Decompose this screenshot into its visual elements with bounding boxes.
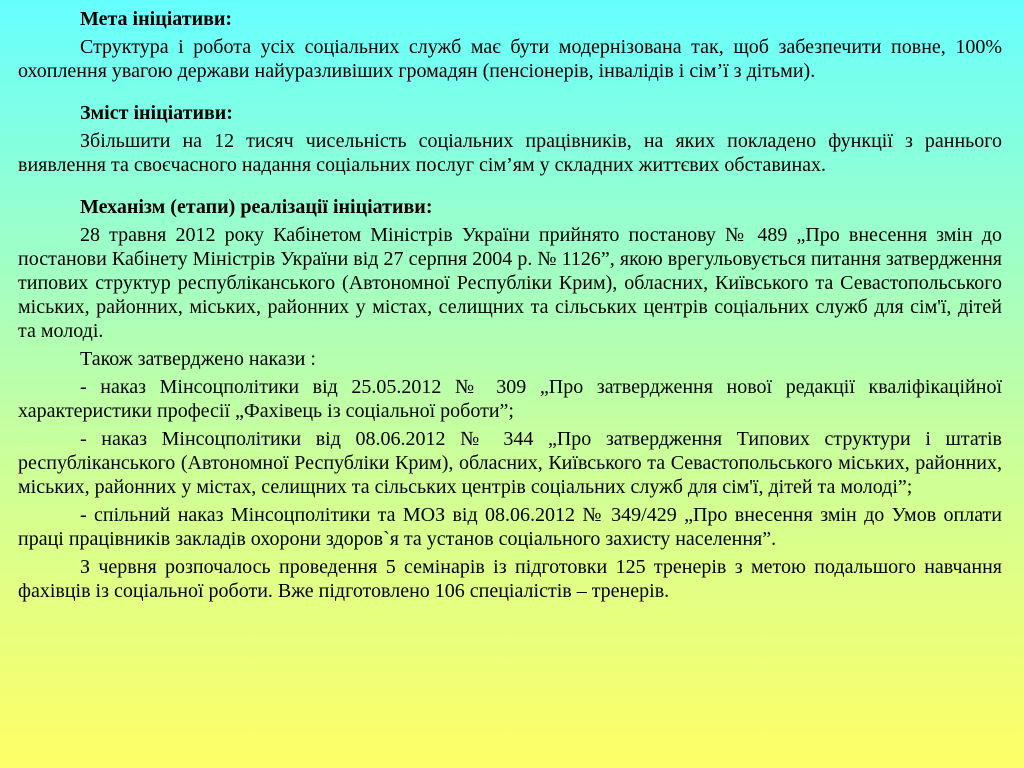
section-heading-mechanism: Механізм (етапи) реалізації ініціативи: — [80, 196, 433, 218]
section-heading-content: Зміст ініціативи: — [80, 102, 233, 124]
section-heading-goal: Мета ініціативи: — [80, 8, 233, 30]
paragraph: З червня розпочалось проведення 5 семінарів із підготовки 125 тренерів з метою подальшого навчання фахівців із соціальної роботи. Вже підготовлено 106 спеціалістів – тренерів. — [18, 556, 1002, 602]
section-content — [18, 101, 1002, 177]
paragraph: - спільний наказ Мінсоцполітики та МОЗ від 08.06.2012 № 349/429 „Про внесення змін до Умов оплати праці працівників закладів охорони здоров`я та установ соціального захисту населення”. — [18, 504, 1002, 550]
section-mechanism — [18, 195, 1002, 603]
paragraph: Структура і робота усіх соціальних служб має бути модернізована так, щоб забезпечити повне, 100% охоплення увагою держави найуразливіших громадян (пенсіонерів, інвалідів і сім’ї з дітьми). — [18, 36, 1002, 82]
paragraph: 28 травня 2012 року Кабінетом Міністрів України прийнято постанову № 489 „Про внесення змін до постанови Кабінету Міністрів України від 27 серпня 2004 р. № 1126”, якою врегульовується питання затвердження типових структур республіканського (Автономної Республіки Крим), обласних, Київського та Севастопольського міських, районних, міських, районних у містах, селищних та сільських центрів соціальних служб для сім'ї, дітей та молоді. — [18, 224, 1002, 342]
paragraph: - наказ Мінсоцполітики від 25.05.2012 № 309 „Про затвердження нової редакції кваліфікаційної характеристики професії „Фахівець із соціальної роботи”; — [18, 376, 1002, 422]
paragraph: Збільшити на 12 тисяч чисельність соціальних працівників, на яких покладено функції з раннього виявлення та своєчасного надання соціальних послуг сім’ям у складних життєвих обставинах. — [18, 130, 1002, 176]
paragraph: Також затверджено накази : — [80, 348, 316, 370]
paragraph: - наказ Мінсоцполітики від 08.06.2012 № 344 „Про затвердження Типових структури і штатів республіканського (Автономної Республіки Крим), обласних, Київського та Севастопольського міських, районних, міських, районних у містах, селищних та сільських центрів соціальних служб для сім'ї, дітей та молоді”; — [18, 428, 1002, 498]
section-goal — [18, 7, 1002, 83]
